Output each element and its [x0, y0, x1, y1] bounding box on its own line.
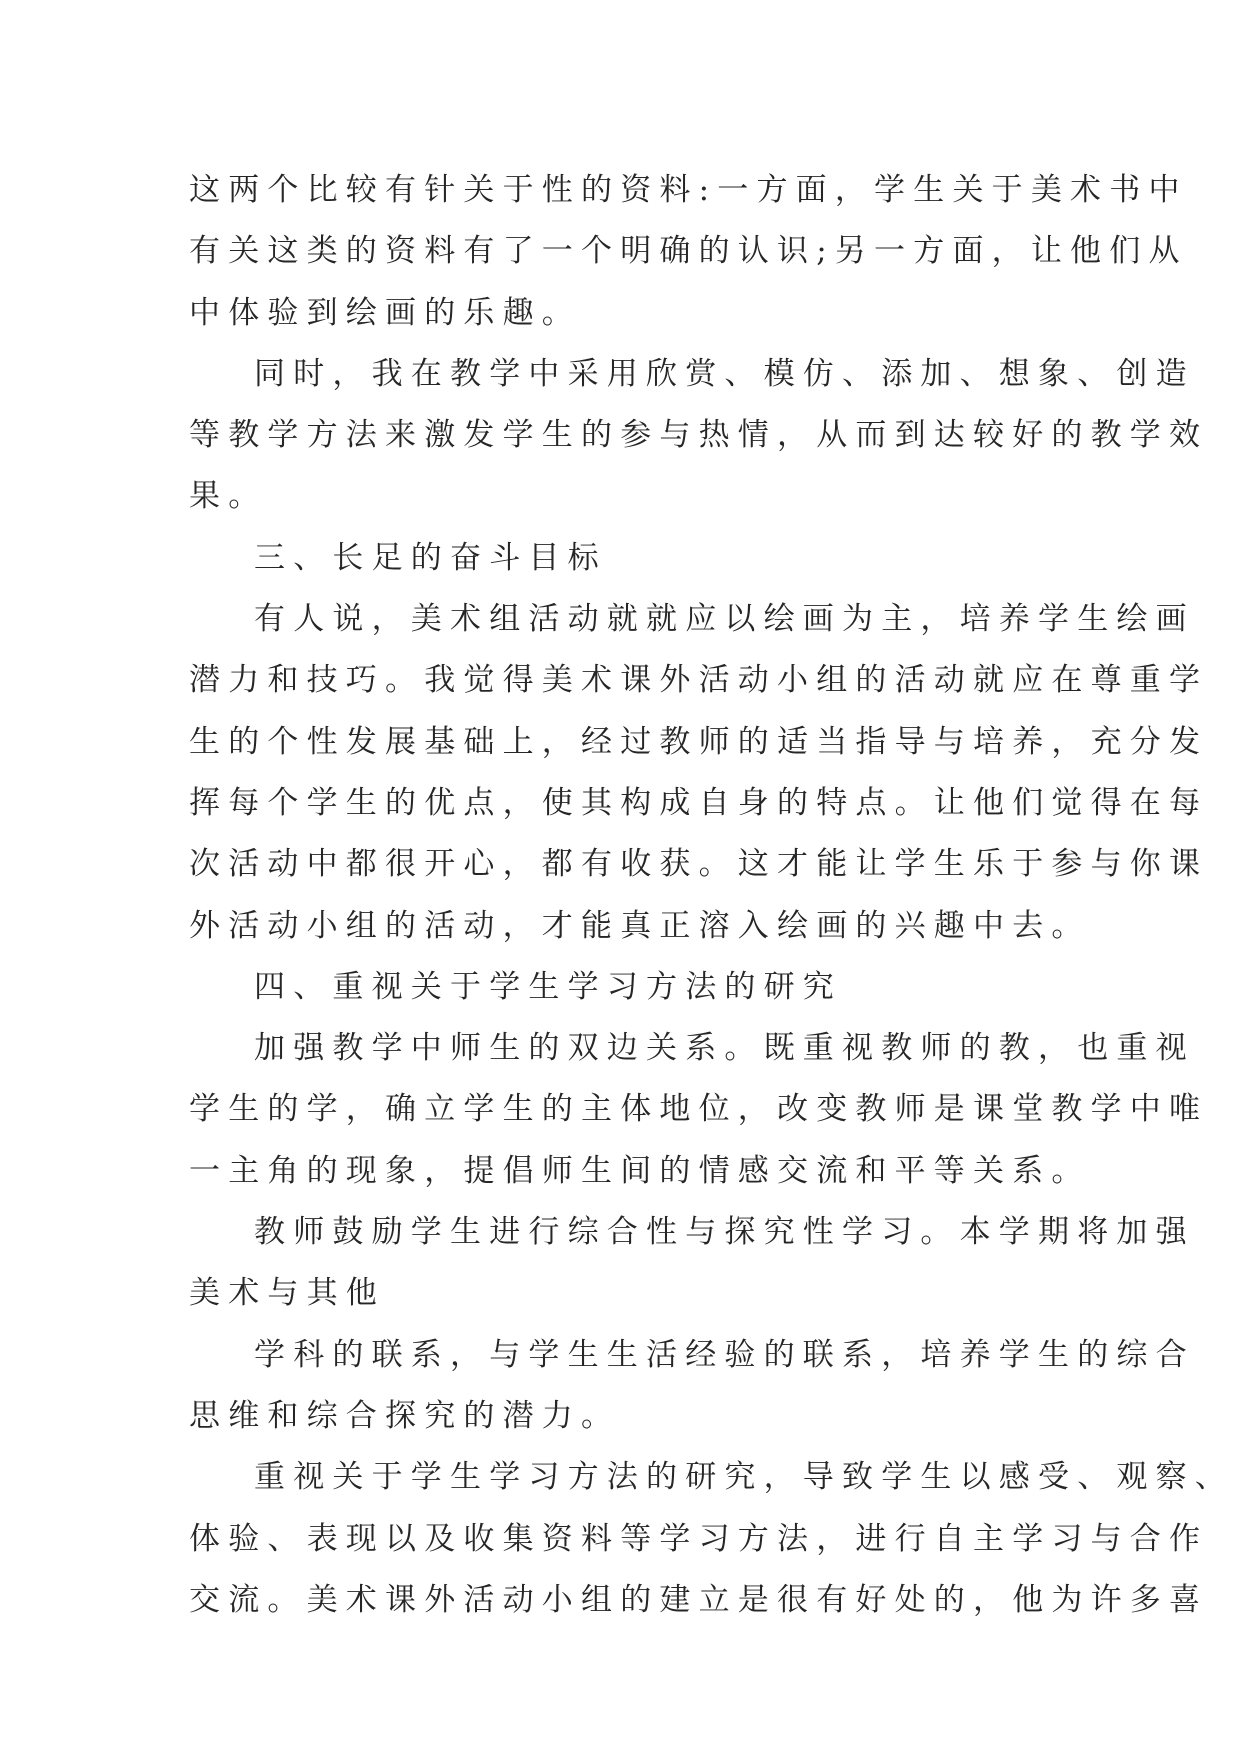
text-line: 外活动小组的活动，才能真正溶入绘画的兴趣中去。 — [189, 907, 1091, 944]
section-heading: 四、重视关于学生学习方法的研究 — [254, 968, 842, 1005]
text-line: 次活动中都很开心，都有收获。这才能让学生乐于参与你课 — [189, 846, 1209, 883]
text-line: 生的个性发展基础上，经过教师的适当指导与培养，充分发 — [189, 723, 1209, 760]
document-body — [189, 160, 1234, 1631]
text-line: 这两个比较有针关于性的资料:一方面，学生关于美术书中 — [189, 172, 1188, 208]
section-heading: 三、长足的奋斗目标 — [254, 539, 607, 576]
text-line: 思维和综合探究的潜力。 — [189, 1397, 621, 1434]
text-line: 美术与其他 — [189, 1275, 385, 1312]
text-line: 挥每个学生的优点，使其构成自身的特点。让他们觉得在每 — [189, 784, 1209, 821]
text-line: 果。 — [189, 478, 268, 515]
text-line: 中体验到绘画的乐趣。 — [189, 294, 581, 331]
text-line: 教师鼓励学生进行综合性与探究性学习。本学期将加强 — [254, 1214, 1195, 1251]
text-line: 学生的学，确立学生的主体地位，改变教师是课堂教学中唯 — [189, 1091, 1209, 1128]
text-line: 学科的联系，与学生生活经验的联系，培养学生的综合 — [254, 1336, 1195, 1373]
text-line: 有人说，美术组活动就就应以绘画为主，培养学生绘画 — [254, 601, 1195, 638]
text-line: 加强教学中师生的双边关系。既重视教师的教，也重视 — [254, 1030, 1195, 1067]
text-line: 交流。美术课外活动小组的建立是很有好处的，他为许多喜 — [189, 1581, 1209, 1618]
text-line: 有关这类的资料有了一个明确的认识;另一方面，让他们从 — [189, 233, 1188, 270]
text-line: 一主角的现象，提倡师生间的情感交流和平等关系。 — [189, 1152, 1091, 1189]
text-line: 等教学方法来激发学生的参与热情，从而到达较好的教学效 — [189, 417, 1209, 454]
text-line: 潜力和技巧。我觉得美术课外活动小组的活动就应在尊重学 — [189, 662, 1209, 699]
text-line: 体验、表现以及收集资料等学习方法，进行自主学习与合作 — [189, 1520, 1209, 1557]
text-line: 重视关于学生学习方法的研究，导致学生以感受、观察、 — [254, 1459, 1234, 1496]
text-line: 同时，我在教学中采用欣赏、模仿、添加、想象、创造 — [254, 355, 1195, 392]
